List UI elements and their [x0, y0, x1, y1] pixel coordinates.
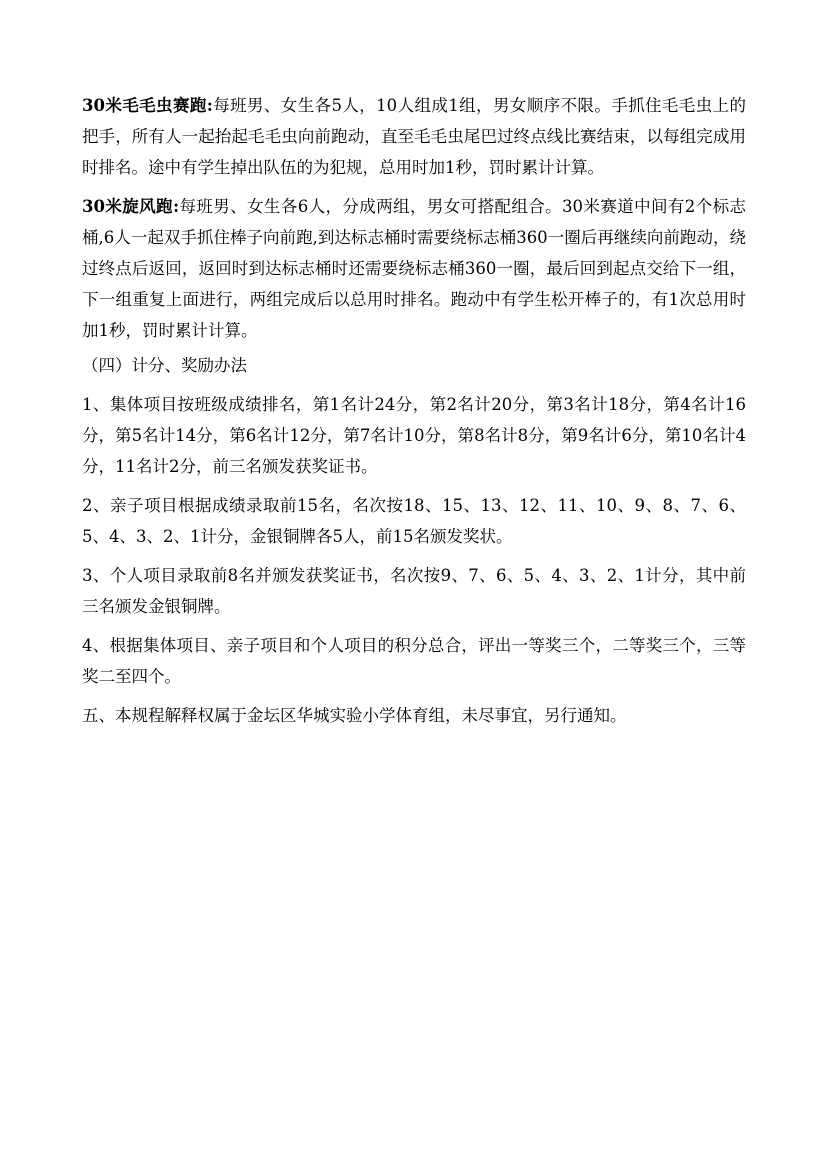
document-page [82, 90, 746, 739]
rule-4: 4、根据集体项目、亲子项目和个人项目的积分总合，评出一等奖三个，二等奖三个，三等奖二至四个。 [82, 636, 746, 686]
final-note: 五、本规程解释权属于金坛区华城实验小学体育组，未尽事宜，另行通知。 [82, 706, 627, 725]
caterpillar-race-body: 每班男、女生各5人，10人组成1组，男女顺序不限。手抓住毛毛虫上的把手，所有人一起抬起毛毛虫向前跑动，直至毛毛虫尾巴过终点线比赛结束，以每组完成用时排名。途中有学生掉出队伍的为犯规，总用时加1秒，罚时累计计算。 [82, 96, 746, 177]
whirlwind-race-body: 每班男、女生各6人，分成两组，男女可搭配组合。30米赛道中间有2个标志桶,6人一起双手抓住棒子向前跑,到达标志桶时需要绕标志桶360一圈后再继续向前跑动，绕过终点后返回，返回时到达标志桶时还需要绕标志桶360一圈，最后回到起点交给下一组，下一组重复上面进行，两组完成后以总用时排名。跑动中有学生松开棒子的，有1次总用时加1秒，罚时累计计算。 [82, 197, 746, 340]
paragraph-whirlwind-race [82, 191, 746, 346]
paragraph-caterpillar-race [82, 90, 746, 183]
rule-1: 1、集体项目按班级成绩排名，第1名计24分，第2名计20分，第3名计18分，第4名计16分，第5名计14分，第6名计12分，第7名计10分，第8名计8分，第9名计6分，第10名计4分，11名计2分，前三名颁发获奖证书。 [82, 395, 746, 476]
caterpillar-race-title: 30米毛毛虫赛跑: [82, 96, 213, 115]
scoring-heading: （四）计分、奖励办法 [82, 356, 247, 375]
rule-3: 3、个人项目录取前8名并颁发获奖证书，名次按9、7、6、5、4、3、2、1计分，其中前三名颁发金银铜牌。 [82, 566, 746, 616]
whirlwind-race-title: 30米旋风跑: [82, 197, 180, 216]
rule-2: 2、亲子项目根据成绩录取前15名，名次按18、15、13、12、11、10、9、8、7、6、5、4、3、2、1计分，金银铜牌各5人，前15名颁发奖状。 [82, 496, 746, 546]
